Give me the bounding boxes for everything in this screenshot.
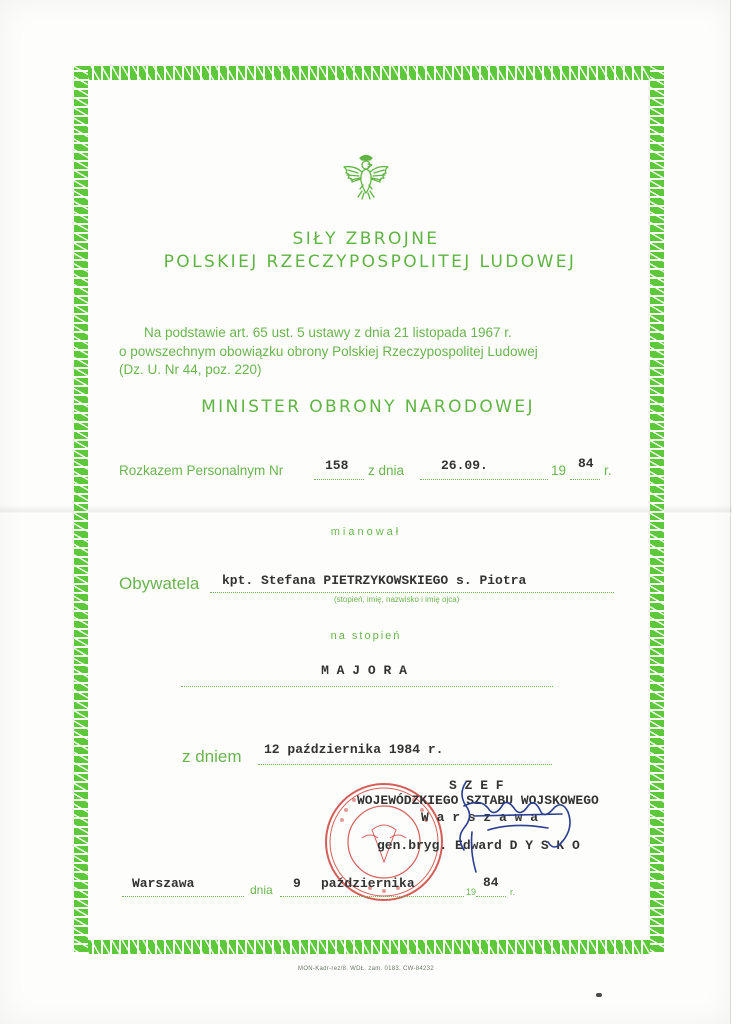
paper-edge <box>730 0 745 1024</box>
order-year-line <box>570 479 600 480</box>
place-year-prefix: 19 <box>466 887 477 897</box>
legal-basis-line-2: o powszechnym obowiązku obrony Polskiej Rzeczypospolitej Ludowej <box>119 344 538 359</box>
order-date-label: z dnia <box>368 463 405 478</box>
effective-label: z dniem <box>182 747 242 766</box>
border-right <box>650 66 664 954</box>
border-left <box>74 66 88 954</box>
header-line-2: POLSKIEJ RZECZYPOSPOLITEJ LUDOWEJ <box>163 252 577 272</box>
signatory-line-4: gen.bryg. Edward D Y S K O <box>377 838 580 853</box>
order-year-prefix: 19 <box>551 463 567 478</box>
authority-title: MINISTER OBRONY NARODOWEJ <box>201 397 535 417</box>
legal-basis-line-3: (Dz. U. Nr 44, poz. 220) <box>119 362 262 377</box>
order-label: Rozkazem Personalnym Nr <box>119 463 284 478</box>
signatory-line-3: W a r s z a w a <box>421 810 539 825</box>
header-line-1: SIŁY ZBROJNE <box>292 229 440 249</box>
rank-line <box>181 686 553 687</box>
legal-basis-line-1: Na podstawie art. 65 ust. 5 ustawy z dnia 21 listopada 1967 r. <box>144 325 512 340</box>
citizen-caption: (stopień, imię, nazwisko i imię ojca) <box>334 595 460 604</box>
rank-label: na stopień <box>330 630 402 642</box>
signatory-line-1: S Z E F <box>449 778 504 793</box>
order-r: r. <box>604 463 612 478</box>
citizen-value: kpt. Stefana PIETRZYKOWSKIEGO s. Piotra <box>222 573 527 588</box>
place-month: października <box>321 876 415 891</box>
order-year-suffix: 84 <box>578 456 594 471</box>
place-line <box>122 896 244 897</box>
fold-crease <box>0 505 732 519</box>
signatory-line-2: WOJEWÓDZKIEGO SZTABU WOJSKOWEGO <box>357 793 599 808</box>
citizen-line <box>210 592 614 593</box>
order-number-line <box>314 479 364 480</box>
order-date: 26.09. <box>441 458 488 473</box>
order-number: 158 <box>325 458 349 473</box>
effective-value: 12 października 1984 r. <box>264 742 444 757</box>
print-code-footer: MON-Kadr-rez/8. WDŁ. zam. 0183. CW-84232 <box>298 966 434 972</box>
place-year-suffix: 84 <box>483 875 499 890</box>
place-r: r. <box>510 887 516 897</box>
paper-speck <box>596 993 602 997</box>
border-bottom <box>74 940 664 954</box>
place-value: Warszawa <box>132 876 195 891</box>
place-dnia-label: dnia <box>250 883 273 897</box>
handwritten-signature <box>444 772 584 882</box>
order-date-line <box>420 479 548 480</box>
eagle-emblem-icon <box>340 149 392 201</box>
rank-value: M A J O R A <box>321 663 407 678</box>
appointed-label: mianował <box>330 526 402 538</box>
border-top <box>74 66 664 80</box>
place-day: 9 <box>293 876 301 891</box>
effective-line <box>258 764 552 765</box>
place-year-line <box>476 896 506 897</box>
place-date-line <box>280 896 464 897</box>
citizen-label: Obywatela <box>119 574 200 593</box>
